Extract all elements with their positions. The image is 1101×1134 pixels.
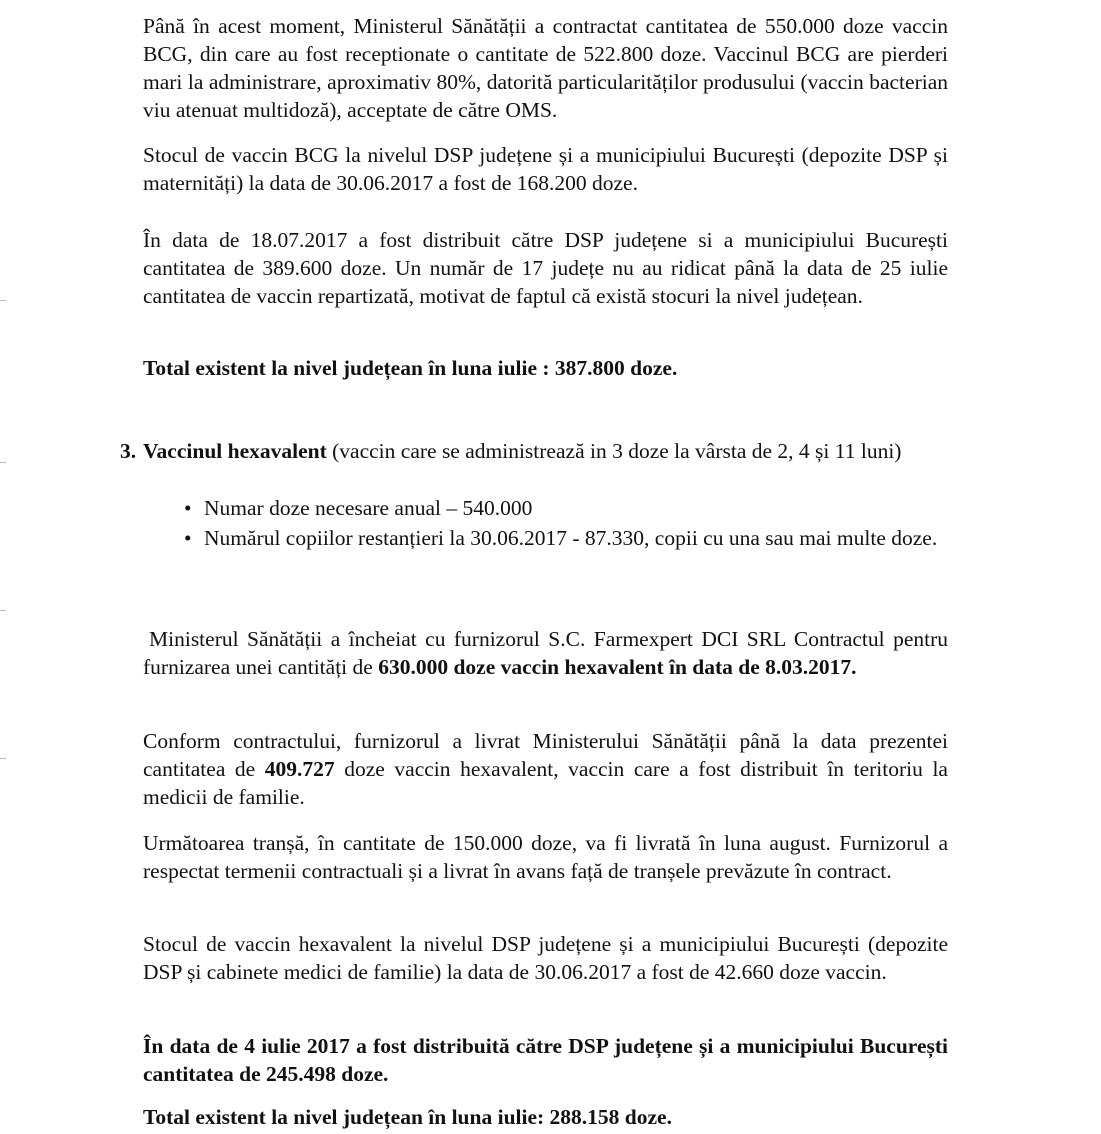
delivery-text: Conform contractului, furnizorul a livrat Ministerului Sănătății până la data prezentei cantitatea de xyxy=(143,729,948,781)
list-item-text: Numar doze necesare anual – 540.000 xyxy=(204,496,533,520)
section-heading xyxy=(143,437,948,465)
contract-text: Ministerul Sănătății a încheiat cu furnizorul S.C. Farmexpert DCI SRL Contractul pentru furnizarea unei cantități de xyxy=(143,627,948,679)
contract-highlight: 630.000 doze vaccin hexavalent în data de 8.03.2017. xyxy=(378,655,857,679)
paragraph-bcg-contract: Până în acest moment, Ministerul Sănătății a contractat cantitatea de 550.000 doze vaccin BCG, din care au fost receptionate o cantitate de 522.800 doze. Vaccinul BCG are pierderi mari la administrare, aproximativ 80%, datorită particularităților produsului (vaccin bacterian viu atenuat multidoză), acceptate de către OMS. xyxy=(143,14,948,122)
scan-margin-mark xyxy=(0,300,6,301)
scan-margin-mark xyxy=(0,462,6,463)
paragraph-next-tranche: Următoarea tranșă, în cantitate de 150.000 doze, va fi livrată în luna august. Furnizorul a respectat termenii contractuali și a livrat în avans față de tranșele prevăzute în contract. xyxy=(143,831,948,883)
paragraph-hexa-delivery xyxy=(143,727,948,811)
paragraph-bcg-stock: Stocul de vaccin BCG la nivelul DSP județene și a municipiului București (depozite DSP și maternități) la data de 30.06.2017 a fost de 168.200 doze. xyxy=(143,143,948,195)
paragraph-hexa-total: Total existent la nivel județean în luna iulie: 288.158 doze. xyxy=(143,1105,672,1129)
paragraph-hexa-distribution: În data de 4 iulie 2017 a fost distribuită către DSP județene și a municipiului București cantitatea de 245.498 doze. xyxy=(143,1034,948,1086)
bullet-icon: • xyxy=(184,496,192,520)
delivery-text-end: doze vaccin hexavalent, vaccin care a fost distribuit în teritoriu la medicii de familie. xyxy=(143,757,948,809)
section-title: Vaccinul hexavalent xyxy=(143,439,327,463)
section-number: 3. xyxy=(120,439,137,463)
bullet-icon: • xyxy=(184,526,192,550)
scan-margin-mark xyxy=(0,758,6,759)
paragraph-bcg-total: Total existent la nivel județean în luna iulie : 387.800 doze. xyxy=(143,356,678,380)
list-item-text: Numărul copiilor restanțieri la 30.06.2017 - 87.330, copii cu una sau mai multe doze. xyxy=(204,526,938,550)
paragraph-hexa-stock: Stocul de vaccin hexavalent la nivelul DSP județene și a municipiului București (depozite DSP și cabinete medici de familie) la data de 30.06.2017 a fost de 42.660 doze vaccin. xyxy=(143,932,948,984)
paragraph-hexa-contract xyxy=(143,625,948,681)
section-title-detail: (vaccin care se administrează in 3 doze la vârsta de 2, 4 și 11 luni) xyxy=(326,439,902,463)
list-item xyxy=(184,524,948,552)
paragraph-bcg-distribution: În data de 18.07.2017 a fost distribuit către DSP județene si a municipiului București cantitatea de 389.600 doze. Un număr de 17 județe nu au ridicat până la data de 25 iulie cantitatea de vaccin repartizată, motivat de faptul că există stocuri la nivel județean. xyxy=(143,228,948,308)
list-item xyxy=(184,494,948,522)
scan-margin-mark xyxy=(0,610,6,611)
section-bullet-list xyxy=(184,494,948,554)
delivery-amount: 409.727 xyxy=(264,757,335,781)
